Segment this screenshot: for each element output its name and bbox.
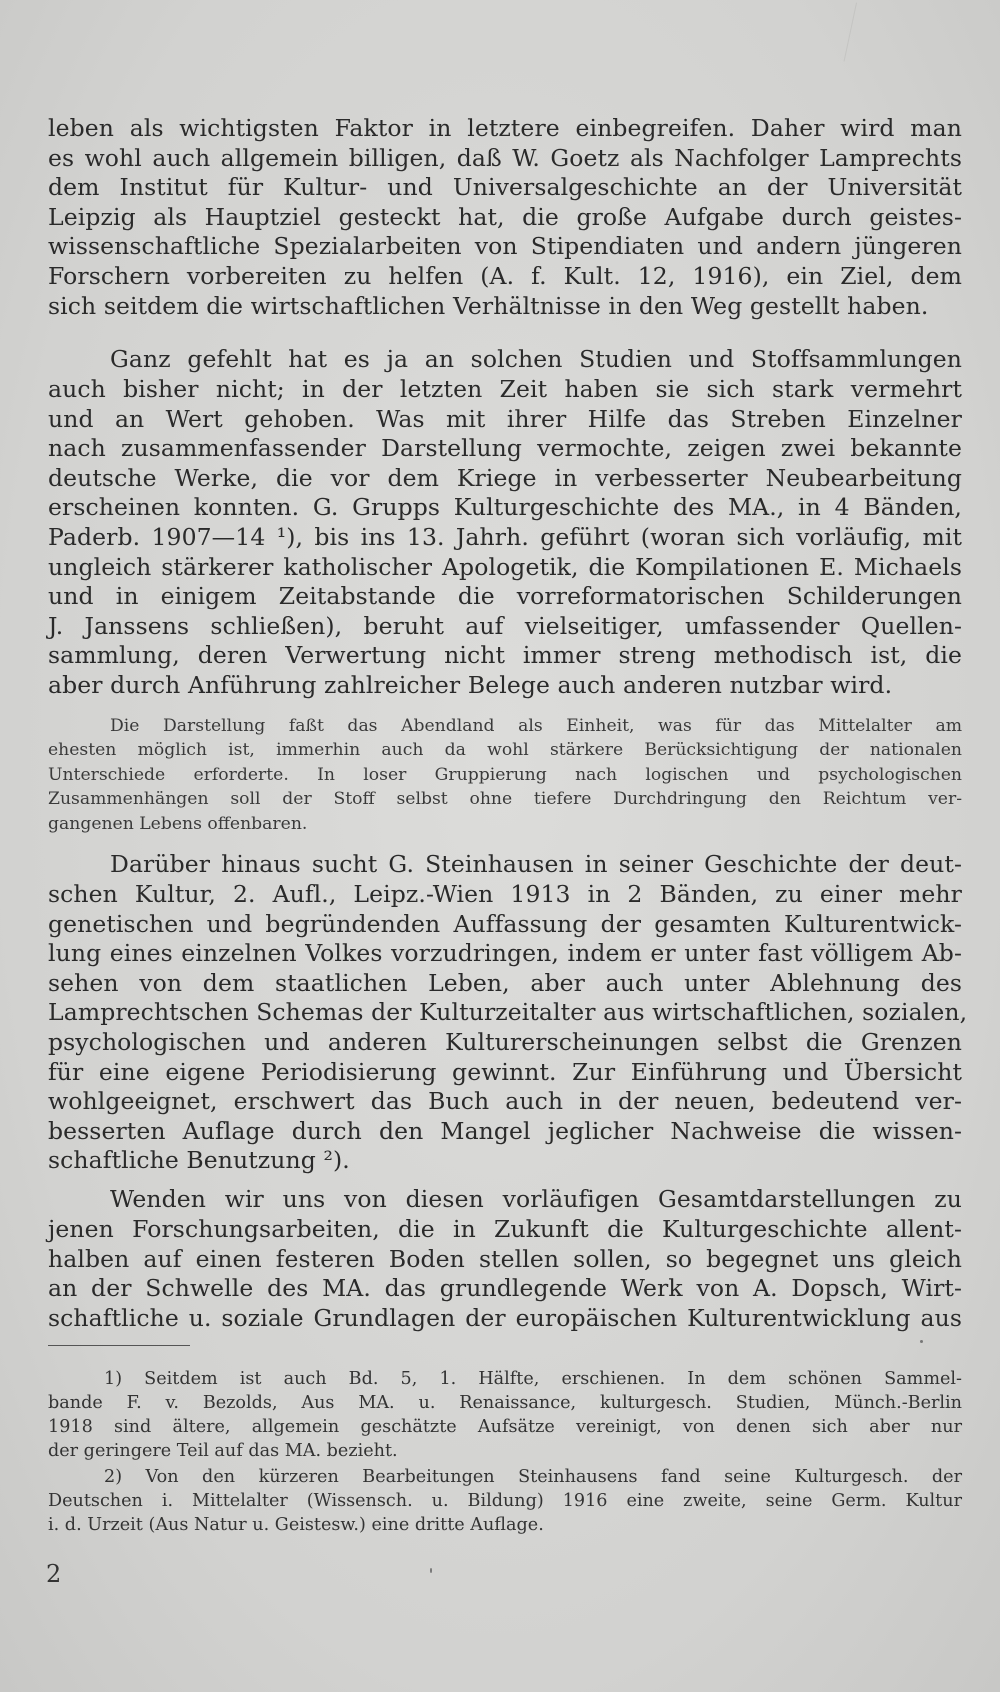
text-line: an der Schwelle des MA. das grundlegende Werk von A. Dopsch, Wirt- xyxy=(48,1274,962,1303)
text-line: schaftliche u. soziale Grundlagen der europäischen Kulturentwicklung aus xyxy=(48,1303,962,1332)
ink-speck xyxy=(920,1340,923,1343)
smallprint-first xyxy=(48,714,962,739)
text-line: halben auf einen festeren Boden stellen sollen, so begegnet uns gleich xyxy=(48,1244,962,1273)
text-line: wissenschaftliche Spezialarbeiten von Stipendiaten und andern jüngeren xyxy=(48,232,962,261)
footnote-1-first xyxy=(48,1367,962,1391)
text-line: Unterschiede erforderte. In loser Gruppierung nach logischen und psychologischen xyxy=(48,764,962,785)
text-line: besserten Auflage durch den Mangel jeglicher Nachweise die wissen- xyxy=(48,1116,962,1145)
text-line: für eine eigene Periodisierung gewinnt. Zur Einführung und Übersicht xyxy=(48,1057,962,1086)
text-line: genetischen und begründenden Auffassung der gesamten Kulturentwick- xyxy=(48,909,962,938)
text-line: aber durch Anführung zahlreicher Belege auch anderen nutzbar wird. xyxy=(48,670,893,699)
footnote-line: i. d. Urzeit (Aus Natur u. Geistesw.) eine dritte Auflage. xyxy=(48,1515,544,1536)
text-line: Wenden wir uns von diesen vorläufigen Gesamtdarstellungen zu xyxy=(110,1185,962,1213)
text-line: gangenen Lebens offenbaren. xyxy=(48,813,308,834)
text-line: Leipzig als Hauptziel gesteckt hat, die große Aufgabe durch geistes- xyxy=(48,202,962,231)
footnote-line: 1) Seitdem ist auch Bd. 5, 1. Hälfte, erschienen. In dem schönen Sammel- xyxy=(104,1369,962,1389)
text-line: schaftliche Benutzung ²). xyxy=(48,1146,350,1175)
paragraph-3-first xyxy=(48,850,962,880)
text-line: ungleich stärkerer katholischer Apologetik, die Kompilationen E. Michaels xyxy=(48,552,962,581)
text-line: sehen von dem staatlichen Leben, aber auch unter Ablehnung des xyxy=(48,968,962,997)
text-line: Zusammenhängen soll der Stoff selbst ohne tiefere Durchdringung den Reichtum ver- xyxy=(48,789,962,809)
paragraph-4 xyxy=(48,1215,962,1333)
text-line: auch bisher nicht; in der letzten Zeit haben sie sich stark vermehrt xyxy=(48,375,962,403)
text-line: dem Institut für Kultur- und Universalgeschichte an der Universität xyxy=(48,173,962,202)
text-line: leben als wichtigsten Faktor in letztere einbegreifen. Daher wird man xyxy=(48,114,962,142)
text-line: ehesten möglich ist, immerhin auch da wohl stärkere Berücksichtigung der nationalen xyxy=(48,740,962,760)
text-line: Paderb. 1907—14 ¹), bis ins 13. Jahrh. geführt (woran sich vorläufig, mit xyxy=(48,522,962,551)
paragraph-2-first xyxy=(48,345,962,375)
text-line: Ganz gefehlt hat es ja an solchen Studien und Stoffsammlungen xyxy=(110,345,962,373)
paragraph-1 xyxy=(48,114,962,321)
text-line: und in einigem Zeitabstande die vorreformatorischen Schilderungen xyxy=(48,582,962,611)
paper-crease xyxy=(824,0,857,62)
ink-speck xyxy=(430,1568,432,1573)
paragraph-3 xyxy=(48,880,968,1176)
paragraph-4-first xyxy=(48,1185,962,1215)
footnote-2 xyxy=(48,1489,962,1537)
text-line: Forschern vorbereiten zu helfen (A. f. Kult. 12, 1916), ein Ziel, dem xyxy=(48,261,962,290)
page-number: 2 xyxy=(46,1560,62,1588)
text-line: jenen Forschungsarbeiten, die in Zukunft die Kulturgeschichte allent- xyxy=(48,1215,962,1243)
footnote-line: 2) Von den kürzeren Bearbeitungen Steinhausens fand seine Kulturgesch. der xyxy=(104,1467,962,1487)
text-line: schen Kultur, 2. Aufl., Leipz.-Wien 1913 in 2 Bänden, zu einer mehr xyxy=(48,880,962,908)
text-line: und an Wert gehoben. Was mit ihrer Hilfe das Streben Einzelner xyxy=(48,404,962,433)
footnote-2-first xyxy=(48,1465,962,1489)
footnote-line: bande F. v. Bezolds, Aus MA. u. Renaissance, kulturgesch. Studien, Münch.-Berlin xyxy=(48,1393,962,1413)
text-line: sammlung, deren Verwertung nicht immer streng methodisch ist, die xyxy=(48,641,962,670)
text-line: sich seitdem die wirtschaftlichen Verhältnisse in den Weg gestellt haben. xyxy=(48,291,929,320)
text-line: J. Janssens schließen), beruht auf vielseitiger, umfassender Quellen- xyxy=(48,611,962,640)
footnote-rule xyxy=(48,1345,190,1346)
text-line: lung eines einzelnen Volkes vorzudringen, indem er unter fast völligem Ab- xyxy=(48,939,962,968)
text-line: psychologischen und anderen Kulturerscheinungen selbst die Grenzen xyxy=(48,1027,962,1056)
footnote-line: 1918 sind ältere, allgemein geschätzte Aufsätze vereinigt, von denen sich aber nur xyxy=(48,1417,962,1438)
text-line: wohlgeeignet, erschwert das Buch auch in der neuen, bedeutend ver- xyxy=(48,1087,962,1116)
text-line: Lamprechtschen Schemas der Kulturzeitalter aus wirtschaftlichen, sozialen, xyxy=(48,998,968,1027)
paragraph-2 xyxy=(48,375,962,701)
text-line: deutsche Werke, die vor dem Kriege in verbesserter Neubearbeitung xyxy=(48,463,962,492)
text-line: Die Darstellung faßt das Abendland als Einheit, was für das Mittelalter am xyxy=(110,716,962,736)
footnote-line: Deutschen i. Mittelalter (Wissensch. u. Bildung) 1916 eine zweite, seine Germ. Kultur xyxy=(48,1491,962,1511)
footnote-1 xyxy=(48,1391,962,1464)
footnote-line: der geringere Teil auf das MA. bezieht. xyxy=(48,1441,398,1462)
text-line: erscheinen konnten. G. Grupps Kulturgeschichte des MA., in 4 Bänden, xyxy=(48,493,962,522)
text-line: nach zusammenfassender Darstellung vermochte, zeigen zwei bekannte xyxy=(48,434,962,463)
smallprint-paragraph xyxy=(48,738,962,836)
text-line: es wohl auch allgemein billigen, daß W. Goetz als Nachfolger Lamprechts xyxy=(48,143,962,172)
text-line: Darüber hinaus sucht G. Steinhausen in seiner Geschichte der deut- xyxy=(110,850,962,878)
